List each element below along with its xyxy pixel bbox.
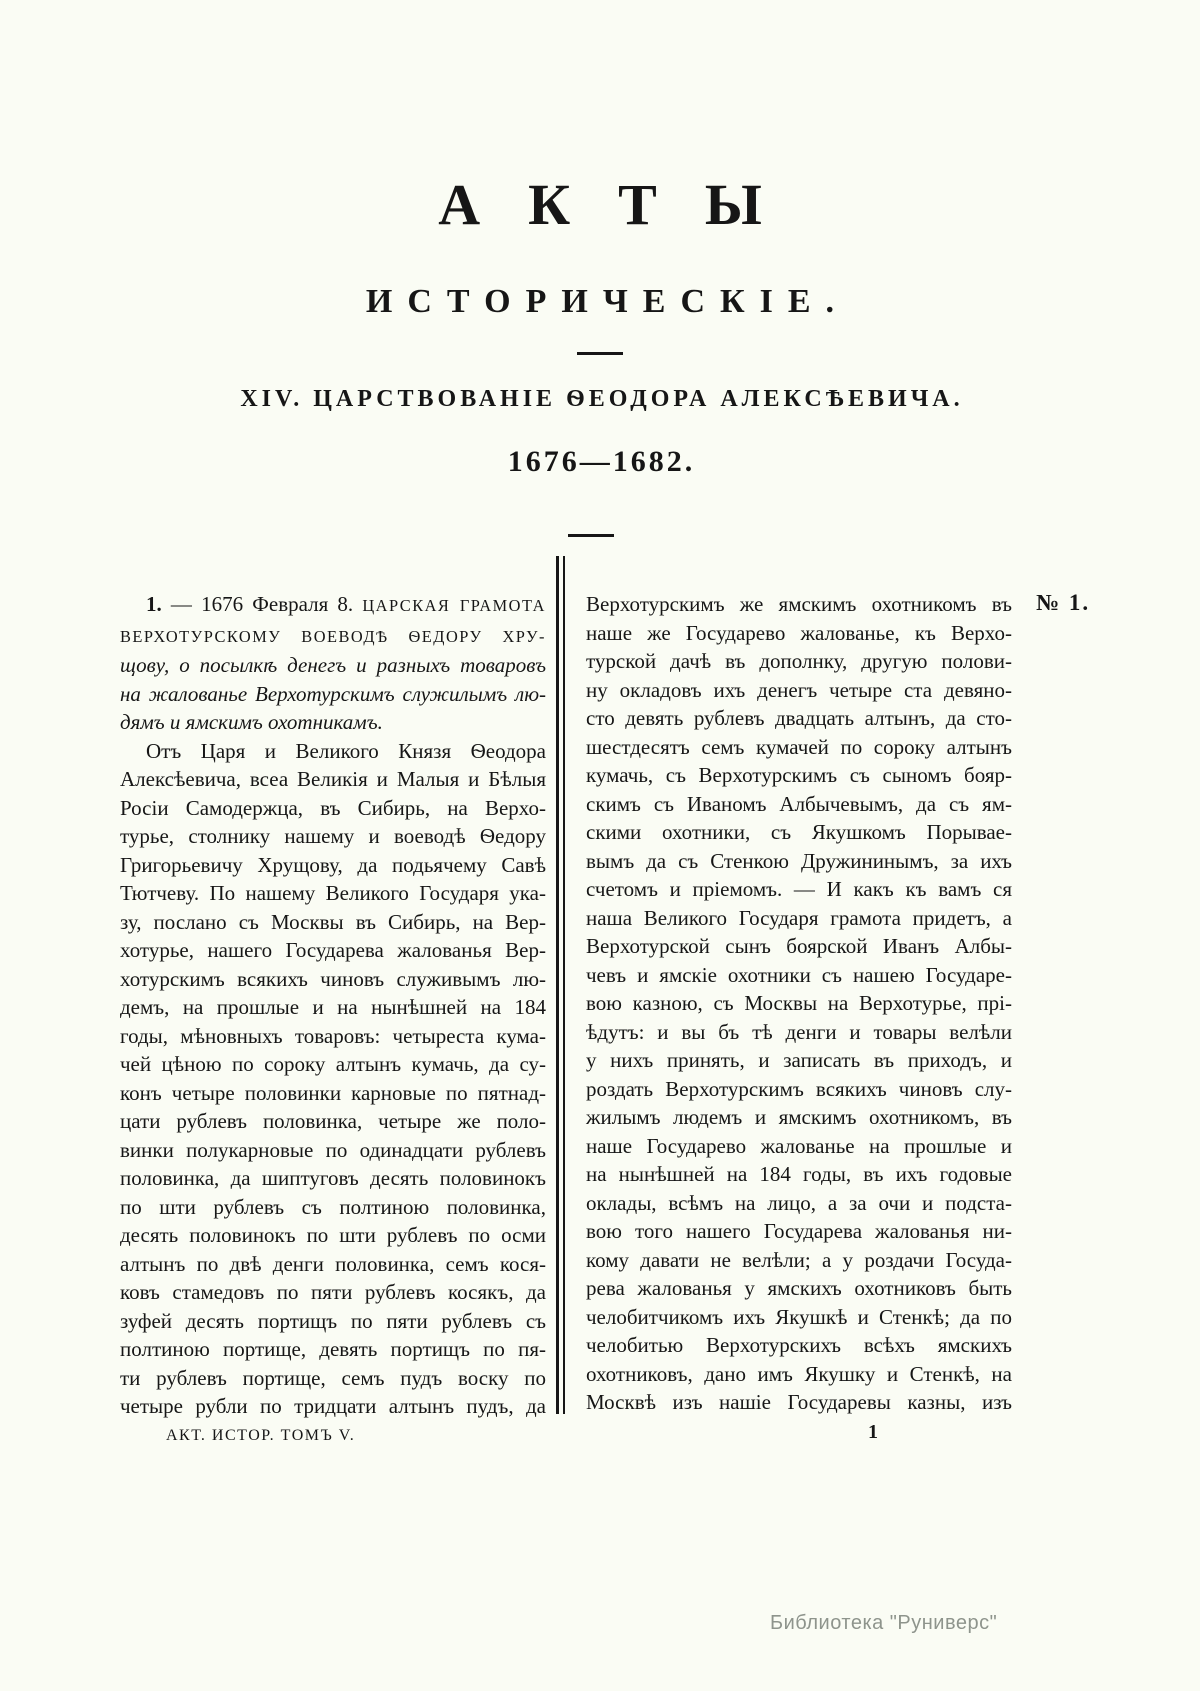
text-line: скимъ съ Иваномъ Албычевымъ, да съ ям- [586,791,1012,816]
text-line: на нынѣшней на 184 годы, въ ихъ годовые [586,1162,1012,1186]
divider-rule-top [577,352,623,355]
text-line: жилымъ людемъ и ямскимъ охотникомъ, въ [586,1105,1012,1129]
book-title: АКТЫ [438,172,810,237]
text-line: рева жалованья у ямскихъ охотниковъ быть [586,1276,1012,1300]
text-line: вою того нашего Государева жалованья ни- [586,1219,1012,1243]
text-line: у нихъ принять, и записать въ приходъ, и [586,1048,1012,1072]
section-heading: XIV. ЦАРСТВОВАНІЕ ѲЕОДОРА АЛЕКСѢЕВИЧА. [240,386,964,412]
text-line: охотниковъ, дано имъ Якушку и Стенкѣ, на [586,1361,1012,1386]
text-line: кумачь, съ Верхотурскимъ съ сыномъ бояр- [586,763,1012,787]
text-line: наша Великого Государя грамота придетъ, а [586,905,1012,930]
text-line: дямъ и ямскимъ охотникамъ. [120,710,383,734]
text-line: сто девять рублевъ двадцать алтынъ, да сто- [586,706,1012,730]
page-number: 1 [868,1420,878,1443]
text-line: роздать Верхотурскимъ всякихъ чиновъ слу- [586,1076,1012,1101]
text-line: половинка, да шиптуговъ десять половинокъ [120,1166,546,1190]
text-line: конъ четыре половинки карновые по пятнад- [120,1080,546,1105]
text-line: зуфей десять портищъ по пяти рублевъ съ [120,1308,546,1333]
text-line: шестдесятъ семъ кумачей по сороку алтынъ [586,734,1012,759]
book-subtitle: ИСТОРИЧЕСКІЕ. [365,283,850,320]
text-line: Верхотурской сынъ боярской Иванъ Албы- [586,934,1012,958]
margin-document-number: № 1. [1036,590,1091,615]
text-line: ковъ стамедовъ по пяти рублевъ косякъ, да [120,1280,546,1304]
text-line: Григорьевичу Хрущову, да подьячему Савѣ [120,852,546,877]
text-line: ну окладовъ ихъ денегъ четыре ста девяно- [586,677,1012,702]
text-line: годы, мѣновныхъ товаровъ: четыреста кума- [120,1023,546,1048]
text-line: наше же Государево жалованье, къ Верхо- [586,620,1012,645]
text-line: четыре рубли по тридцати алтынъ пудъ, да [120,1394,546,1418]
text-line: вою казною, съ Москвы на Верхотурье, прі- [586,991,1012,1015]
text-line: ти рублевъ портище, семъ пудъ воску по [120,1365,546,1390]
text-line: турской дачѣ въ дополнку, другую полови- [586,649,1012,673]
text-line: чевъ и ямскіе охотники съ нашею Государе- [586,962,1012,987]
text-line: ВЕРХОТУРСКОМУ ВОЕВОДѢ ѲЕДОРУ ХРУ- [120,626,546,646]
text-line: винки полукарновые по одинадцати рублевъ [120,1137,546,1162]
text-line: чей цѣною по сороку алтынъ кумачь, да су- [120,1052,546,1076]
text-line: десять половинокъ по шти рублевъ по осми [120,1223,546,1247]
text-line: Отъ Царя и Великого Князя Ѳеодора [146,738,546,763]
text-line: Росіи Самодержца, въ Сибирь, на Верхо- [120,795,546,820]
text-line: ѣдутъ: и вы бъ тѣ денги и товары велѣли [586,1019,1012,1044]
section-years: 1676—1682. [507,445,696,478]
text-line: челобитчикомъ ихъ Якушкѣ и Стенкѣ; да по [586,1304,1012,1329]
text-line: 1. — 1676 Февраля 8. ЦАРСКАЯ ГРАМОТА [146,592,546,616]
left-text-column [120,590,546,1450]
text-line: наше Государево жалованье на прошлые и [586,1133,1012,1158]
text-line: на жалованье Верхотурскимъ служилымъ лю- [120,681,546,706]
right-column-lines [586,590,1012,1417]
text-line: Тютчеву. По нашему Великого Государя ука- [120,881,546,905]
text-line: вымъ да съ Стенкою Дружининымъ, за ихъ [586,848,1012,873]
text-line: щову, о посылкѣ денегъ и разныхъ товаровъ [120,653,546,677]
text-line: счетомъ и пріемомъ. — И какъ къ вамъ ся [586,877,1012,901]
text-line: кому давати не велѣли; а у роздачи Госуда- [586,1247,1012,1272]
text-line: хотурскимъ всякихъ чиновъ служивымъ лю- [120,966,546,991]
divider-rule-bottom [568,534,614,537]
volume-signature: АКТ. ИСТОР. ТОМЪ V. [166,1426,356,1444]
text-line: Алексѣевича, всеа Великія и Малыя и Бѣлыя [120,767,546,791]
text-line: демъ, на прошлые и на нынѣшней на 184 [120,995,546,1019]
text-line: скими охотники, съ Якушкомъ Порывае- [586,820,1012,844]
text-line: алтынъ по двѣ денги половинка, семъ кося- [120,1251,546,1276]
left-column-lines [120,590,546,1421]
text-line: цати рублевъ половинка, четыре же поло- [120,1109,546,1133]
text-line: челобитью Верхотурскихъ всѣхъ ямскихъ [586,1333,1012,1357]
right-text-column [586,590,1012,1446]
text-line: оклады, всѣмъ на лицо, а за очи и подста- [586,1190,1012,1215]
text-line: турье, столнику нашему и воеводѣ Ѳедору [120,824,546,848]
text-line: по шти рублевъ съ полтиною половинка, [120,1194,546,1219]
library-watermark: Библиотека "Руниверс" [770,1612,998,1634]
column-divider-rule [556,556,565,1414]
text-line: полтиною портище, девять портищъ по пя- [120,1337,546,1361]
text-line: Верхотурскимъ же ямскимъ охотникомъ въ [586,592,1012,616]
text-line: Москвѣ изъ нашіе Государевы казны, изъ [586,1390,1012,1414]
text-line: хотурье, нашего Государева жалованья Вер- [120,938,546,962]
text-line: зу, послано съ Москвы въ Сибирь, на Вер- [120,909,546,934]
